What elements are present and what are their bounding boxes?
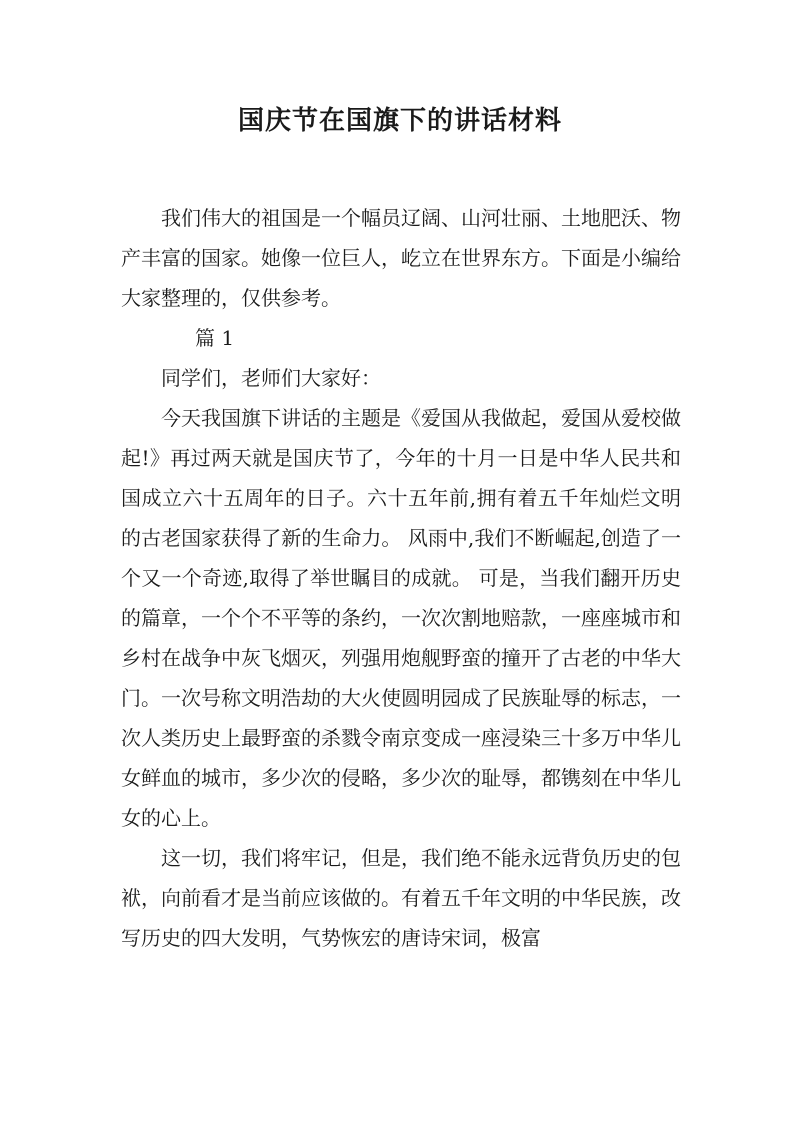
- intro-paragraph: 我们伟大的祖国是一个幅员辽阔、山河壮丽、土地肥沃、物产丰富的国家。她像一位巨人，屹立在世界东方。下面是小编给大家整理的，仅供参考。: [121, 206, 681, 310]
- document-body: [121, 198, 681, 958]
- body-paragraph-1: 今天我国旗下讲话的主题是《爱国从我做起，爱国从爱校做起!》再过两天就是国庆节了，今年的十月一日是中华人民共和国成立六十五周年的日子。六十五年前,拥有着五千年灿烂文明的古老国家获得了新的生命力。 风雨中,我们不断崛起,创造了一个又一个奇迹,取得了举世瞩目的成就。 可是，当我们翻开历史的篇章，一个个不平等的条约，一次次割地赔款，一座座城市和乡村在战争中灰飞烟灭，列强用炮舰野蛮的撞开了古老的中华大门。一次号称文明浩劫的大火使圆明园成了民族耻辱的标志，一次人类历史上最野蛮的杀戮令南京变成一座浸染三十多万中华儿女鲜血的城市，多少次的侵略，多少次的耻辱，都镌刻在中华儿女的心上。: [121, 406, 681, 830]
- greeting-paragraph: 同学们，老师们大家好：: [161, 366, 381, 390]
- document-title: 国庆节在国旗下的讲话材料: [237, 106, 562, 136]
- body-paragraph-2: 这一切，我们将牢记，但是，我们绝不能永远背负历史的包袱，向前看才是当前应该做的。有着五千年文明的中华民族，改写历史的四大发明，气势恢宏的唐诗宋词，极富: [121, 846, 681, 950]
- section-heading: 篇 1: [195, 326, 235, 350]
